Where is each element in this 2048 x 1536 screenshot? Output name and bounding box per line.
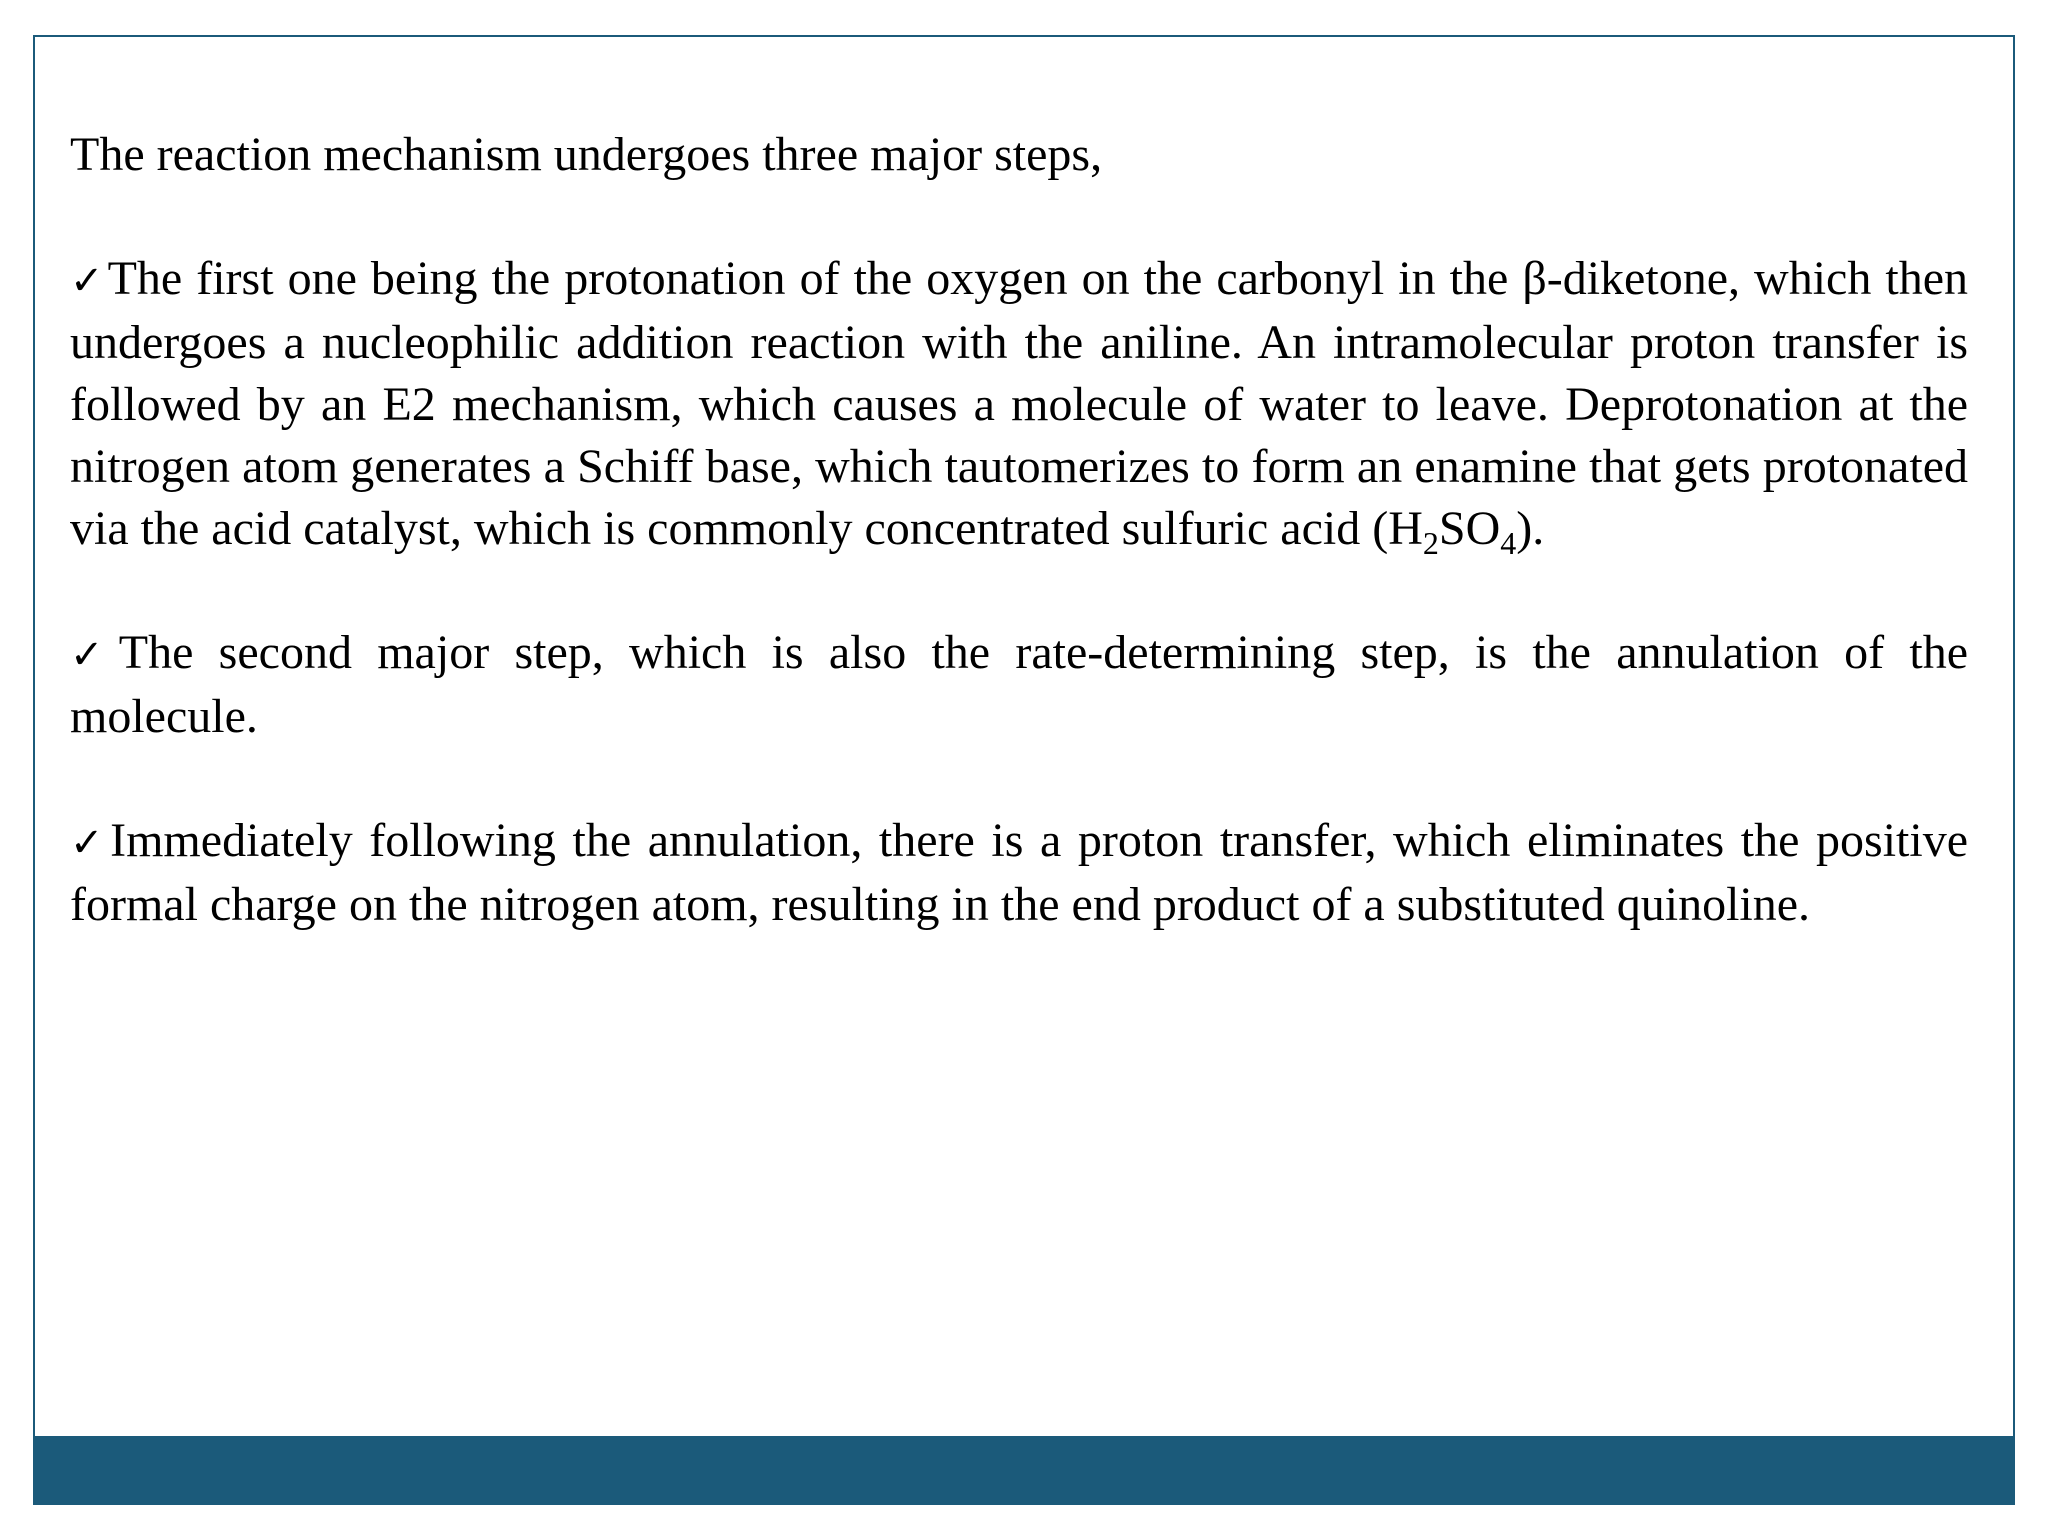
formula-o-subscript: 4 <box>1500 525 1517 561</box>
step-1 <box>70 248 1968 560</box>
check-mark-icon: ✓ <box>70 632 117 678</box>
step-2-text: The second major step, which is also the rate-determining step, is the annulation of the molecule. <box>70 626 1969 743</box>
step-1-text: The first one being the protonation of the oxygen on the carbonyl in the β-diketone, which then undergoes a nucleophilic addition reaction with the aniline. An intramolecular proton transfer is followed by an E2 mechanism, which causes a molecule of water to leave. Deprotonation at the nitrogen atom generates a Schiff base, which tautomerizes to form an enamine that gets protonated via the acid catalyst, which is commonly concentrated sulfuric acid ( <box>70 252 1969 555</box>
formula-so: SO <box>1438 502 1501 555</box>
formula-h: H <box>1388 502 1423 555</box>
slide-content <box>70 124 1968 998</box>
step-3-text: Immediately following the annulation, there is a proton transfer, which eliminates the positive formal charge on the nitrogen atom, resulting in the end product of a substituted quinoline. <box>70 814 1969 931</box>
step-1-tail: ). <box>1516 502 1545 555</box>
intro-text: The reaction mechanism undergoes three major steps, <box>70 128 1103 181</box>
formula-h-subscript: 2 <box>1422 525 1439 561</box>
step-2 <box>70 622 1968 748</box>
check-mark-icon: ✓ <box>70 258 106 304</box>
check-mark-icon: ✓ <box>70 820 109 866</box>
footer-bar <box>33 1436 2015 1505</box>
step-3 <box>70 810 1968 936</box>
